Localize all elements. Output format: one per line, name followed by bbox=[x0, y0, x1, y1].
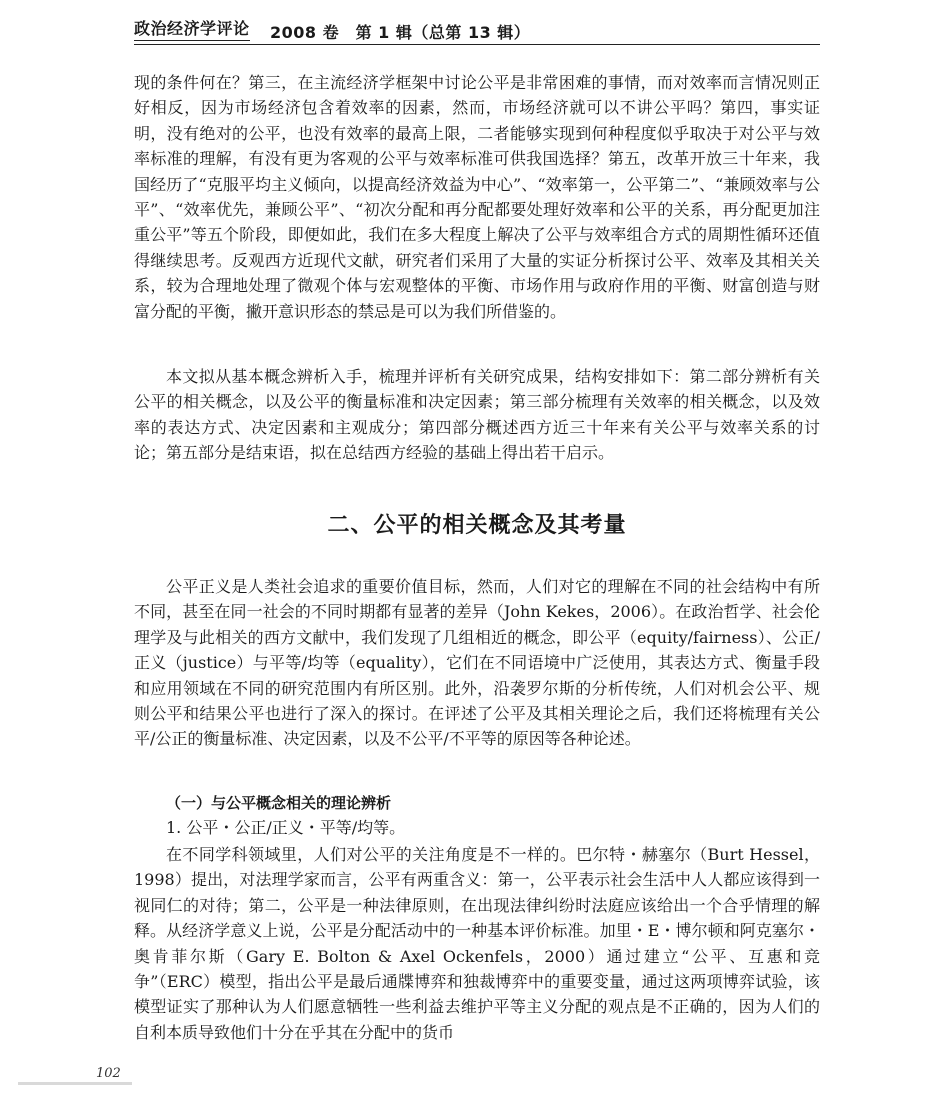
subsubsection-heading: 1. 公平・公正/正义・平等/均等。 bbox=[166, 818, 406, 837]
page-number: 102 bbox=[96, 1066, 121, 1081]
section-heading: 二、公平的相关概念及其考量 bbox=[327, 512, 627, 538]
body-paragraph-4: 在不同学科领域里，人们对公平的关注角度是不一样的。巴尔特・赫塞尔（Burt Hessel，1998）提出，对法理学家而言，公平有两重含义：第一，公平表示社会生活中人人都应该得到一视同仁的对待；第二，公平是一种法律原则，在出现法律纠纷时法庭应该给出一个合乎情理的解释。从经济学意义上说，公平是分配活动中的一种基本评价标准。加里・E・博尔顿和阿克塞尔・奥肯菲尔斯（Gary E. Bolton & Axel Ockenfels，2000）通过建立“公平、互惠和竞争”（ERC）模型，指出公平是最后通牒博弈和独裁博弈中的重要变量，通过这两项博弈试验，该模型证实了那种认为人们愿意牺牲一些利益去维护平等主义分配的观点是不正确的，因为人们的自利本质导致他们十分在乎其在分配中的货币 bbox=[134, 845, 820, 1042]
subsection-heading: （一）与公平概念相关的理论辨析 bbox=[166, 794, 392, 812]
issue-info: 2008 卷 第 1 辑（总第 13 辑） bbox=[270, 23, 531, 42]
journal-name: 政治经济学评论 bbox=[134, 16, 250, 41]
footer-rule bbox=[18, 1082, 132, 1085]
running-header bbox=[134, 14, 820, 45]
body-paragraph-1: 现的条件何在？第三，在主流经济学框架中讨论公平是非常困难的事情，而对效率而言情况则正好相反，因为市场经济包含着效率的因素，然而，市场经济就可以不讲公平吗？第四，事实证明，没有绝对的公平，也没有效率的最高上限，二者能够实现到何种程度似乎取决于对公平与效率标准的理解，有没有更为客观的公平与效率标准可供我国选择？第五，改革开放三十年来，我国经历了“克服平均主义倾向，以提高经济效益为中心”、“效率第一，公平第二”、“兼顾效率与公平”、“效率优先，兼顾公平”、“初次分配和再分配都要处理好效率和公平的关系，再分配更加注重公平”等五个阶段，即便如此，我们在多大程度上解决了公平与效率组合方式的周期性循环还值得继续思考。反观西方近现代文献，研究者们采用了大量的实证分析探讨公平、效率及其相关关系，较为合理地处理了微观个体与宏观整体的平衡、市场作用与政府作用的平衡、财富创造与财富分配的平衡，撇开意识形态的禁忌是可以为我们所借鉴的。 bbox=[134, 73, 820, 321]
body-paragraph-3: 公平正义是人类社会追求的重要价值目标，然而，人们对它的理解在不同的社会结构中有所不同，甚至在同一社会的不同时期都有显著的差异（John Kekes，2006）。在政治哲学、社会伦理学及与此相关的西方文献中，我们发现了几组相近的概念，即公平（equity/fairness）、公正/正义（justice）与平等/均等（equality），它们在不同语境中广泛使用，其表达方式、衡量手段和应用领域在不同的研究范围内有所区别。此外，沿袭罗尔斯的分析传统，人们对机会公平、规则公平和结果公平也进行了深入的探讨。在评述了公平及其相关理论之后，我们还将梳理有关公平/公正的衡量标准、决定因素，以及不公平/不平等的原因等各种论述。 bbox=[134, 577, 820, 749]
body-paragraph-2: 本文拟从基本概念辨析入手，梳理并评析有关研究成果，结构安排如下：第二部分辨析有关公平的相关概念，以及公平的衡量标准和决定因素；第三部分梳理有关效率的相关概念，以及效率的表达方式、决定因素和主观成分；第四部分概述西方近三十年来有关公平与效率关系的讨论；第五部分是结束语，拟在总结西方经验的基础上得出若干启示。 bbox=[134, 367, 820, 463]
